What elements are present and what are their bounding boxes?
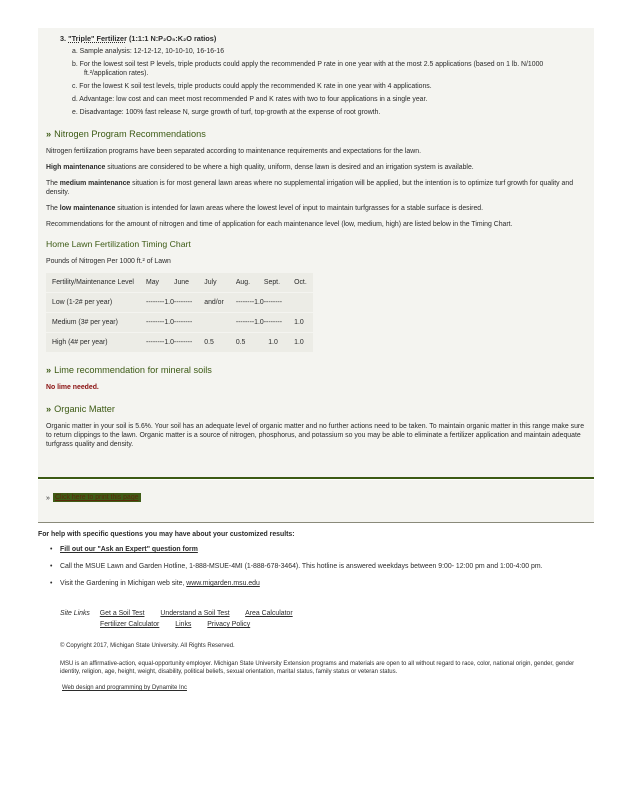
links-link[interactable]: Links [175, 621, 192, 628]
table-cell: --------1.0-------- [145, 319, 193, 326]
list-item: c. For the lowest K soil test levels, triple products could apply the recommended K rate in one year with 4 applications. [72, 83, 432, 90]
low-maintenance-text: The low maintenance situation is intended for lawn areas where the lowest level of input to maintain turfgrasses for a stable surface is desired. [46, 205, 484, 212]
table-cell: 1.0 [268, 339, 278, 346]
list-item: • Call the MSUE Lawn and Garden Hotline, 1-888-MSUE-4MI (1-888-678-3464). This hotline is answered weekdays between 9:00- 12:00 pm and 1:00-4:00 pm. [50, 562, 594, 571]
header-cell: May [145, 279, 159, 286]
header-cell: July [204, 279, 217, 286]
triple-fertilizer-title [60, 34, 586, 43]
lime-result: No lime needed. [46, 384, 99, 391]
timing-chart-heading: Home Lawn Fertilization Timing Chart [46, 239, 191, 249]
dynamite-credit [62, 684, 594, 693]
help-list [38, 545, 594, 588]
header-cell: Aug. [235, 279, 250, 286]
print-bar [38, 480, 594, 522]
table-row [46, 293, 313, 313]
help-heading: For help with specific questions you may have about your customized results: [38, 531, 295, 538]
site-links-label: Site Links [60, 610, 90, 617]
row-label: Low (1-2# per year) [52, 299, 113, 306]
list-item: d. Advantage: low cost and can meet most recommended P and K rates with two to four applications in a single year. [72, 96, 428, 103]
raquo-icon: » [46, 365, 52, 375]
table-cell: 0.5 [204, 339, 214, 346]
table-cell: --------1.0-------- [145, 339, 193, 346]
table-cell: 0.5 [235, 339, 246, 346]
list-item: e. Disadvantage: 100% fast release N, surge growth of turf, top-growth at the expense of root growth. [72, 109, 381, 116]
table-cell: --------1.0-------- [235, 319, 283, 326]
triple-fertilizer-list [46, 47, 586, 117]
timing-chart-intro: Recommendations for the amount of nitrogen and time of application for each maintenance level (low, medium, high) are listed below in the Timing Chart. [46, 221, 513, 228]
header-cell: Fertility/Maintenance Level [52, 279, 134, 286]
table-cell: 1.0 [294, 319, 304, 326]
raquo-icon: » [46, 404, 52, 414]
copyright: © Copyright 2017, Michigan State University. All Rights Reserved. [60, 643, 235, 649]
dynamite-link[interactable]: Web design and programming by Dynamite Inc [62, 685, 187, 691]
medium-maintenance-text: The medium maintenance situation is for most general lawn areas where no supplemental irrigation will be applied, but the intention is to optimize turf growth for quality and density. [46, 180, 574, 196]
get-soil-test-link[interactable]: Get a Soil Test [99, 610, 145, 617]
row-label: High (4# per year) [52, 339, 108, 346]
organic-matter-heading: » Organic Matter [46, 404, 115, 414]
migarden-link[interactable]: www.migarden.msu.edu [186, 580, 260, 587]
list-number: 3. [60, 34, 67, 43]
table-cell: --------1.0-------- [235, 299, 283, 306]
table-cell [288, 293, 313, 313]
list-item: b. For the lowest soil test P levels, triple products could apply the recommended P rate in one year with at the most 2.5 applications (based on 1 lb. N/1000 ft.²/application rates). [72, 61, 544, 77]
table-header-row [46, 273, 313, 293]
table-cell: and/or [204, 299, 224, 306]
divider [38, 477, 594, 479]
list-item: a. Sample analysis: 12-12-12, 10-10-10, 16-16-16 [72, 48, 225, 55]
high-maintenance-text: High maintenance situations are considered to be where a high quality, uniform, dense lawn is desired and an irrigation system is available. [46, 164, 474, 171]
table-cell [198, 313, 230, 333]
organic-matter-text: Organic matter in your soil is 5.6%. Your soil has an adequate level of organic matter and no further actions need to be taken. To maintain organic matter in this range make sure to return clippings to the lawn. Organic matter is a source of nitrogen, phosphorus, and potassium so you may be able to eliminate a fertilizer application and maintain adequate turfgrass quality and density. [46, 423, 585, 448]
nitrogen-intro: Nitrogen fertilization programs have been separated according to maintenance requirements and expectations for the lawn. [46, 148, 421, 155]
print-page-link[interactable]: Click here to print this page [55, 494, 139, 501]
fertilizer-calculator-link[interactable]: Fertilizer Calculator [100, 621, 160, 628]
divider [38, 522, 594, 523]
table-row [46, 313, 313, 333]
nitrogen-heading: » Nitrogen Program Recommendations [46, 129, 206, 139]
header-cell: June [174, 279, 189, 286]
timing-chart-table [46, 273, 313, 353]
header-cell: Sept. [263, 279, 281, 286]
ratio-text: (1:1:1 N:P₂O₅:K₂O ratios) [128, 34, 217, 43]
site-links [60, 608, 594, 630]
understand-soil-test-link[interactable]: Understand a Soil Test [160, 610, 230, 617]
table-cell: 1.0 [294, 339, 304, 346]
list-item: • Visit the Gardening in Michigan web site, www.migarden.msu.edu [50, 579, 594, 588]
raquo-icon: » [46, 495, 50, 502]
list-item [50, 545, 594, 554]
area-calculator-link[interactable]: Area Calculator [245, 610, 293, 617]
header-cell: Oct. [294, 279, 307, 286]
lime-heading: » Lime recommendation for mineral soils [46, 365, 212, 375]
main-content [38, 28, 594, 478]
timing-chart-subtitle: Pounds of Nitrogen Per 1000 ft.² of Lawn [46, 258, 171, 265]
raquo-icon: » [46, 129, 52, 139]
table-row [46, 333, 313, 353]
privacy-policy-link[interactable]: Privacy Policy [207, 621, 251, 628]
eo-statement: MSU is an affirmative-action, equal-opportunity employer. Michigan State University Extension programs and materials are open to all without regard to race, color, national origin, gender, gender identity, religion, age, height, weight, disability, political beliefs, sexual orientation, marital status, family status or veteran status. [60, 661, 575, 675]
table-cell: --------1.0-------- [145, 299, 193, 306]
triple-fertilizer-term[interactable]: "Triple" Fertilizer [68, 34, 127, 43]
footer [38, 530, 594, 693]
ask-expert-link[interactable]: Fill out our "Ask an Expert" question form [60, 546, 198, 553]
row-label: Medium (3# per year) [52, 319, 118, 326]
